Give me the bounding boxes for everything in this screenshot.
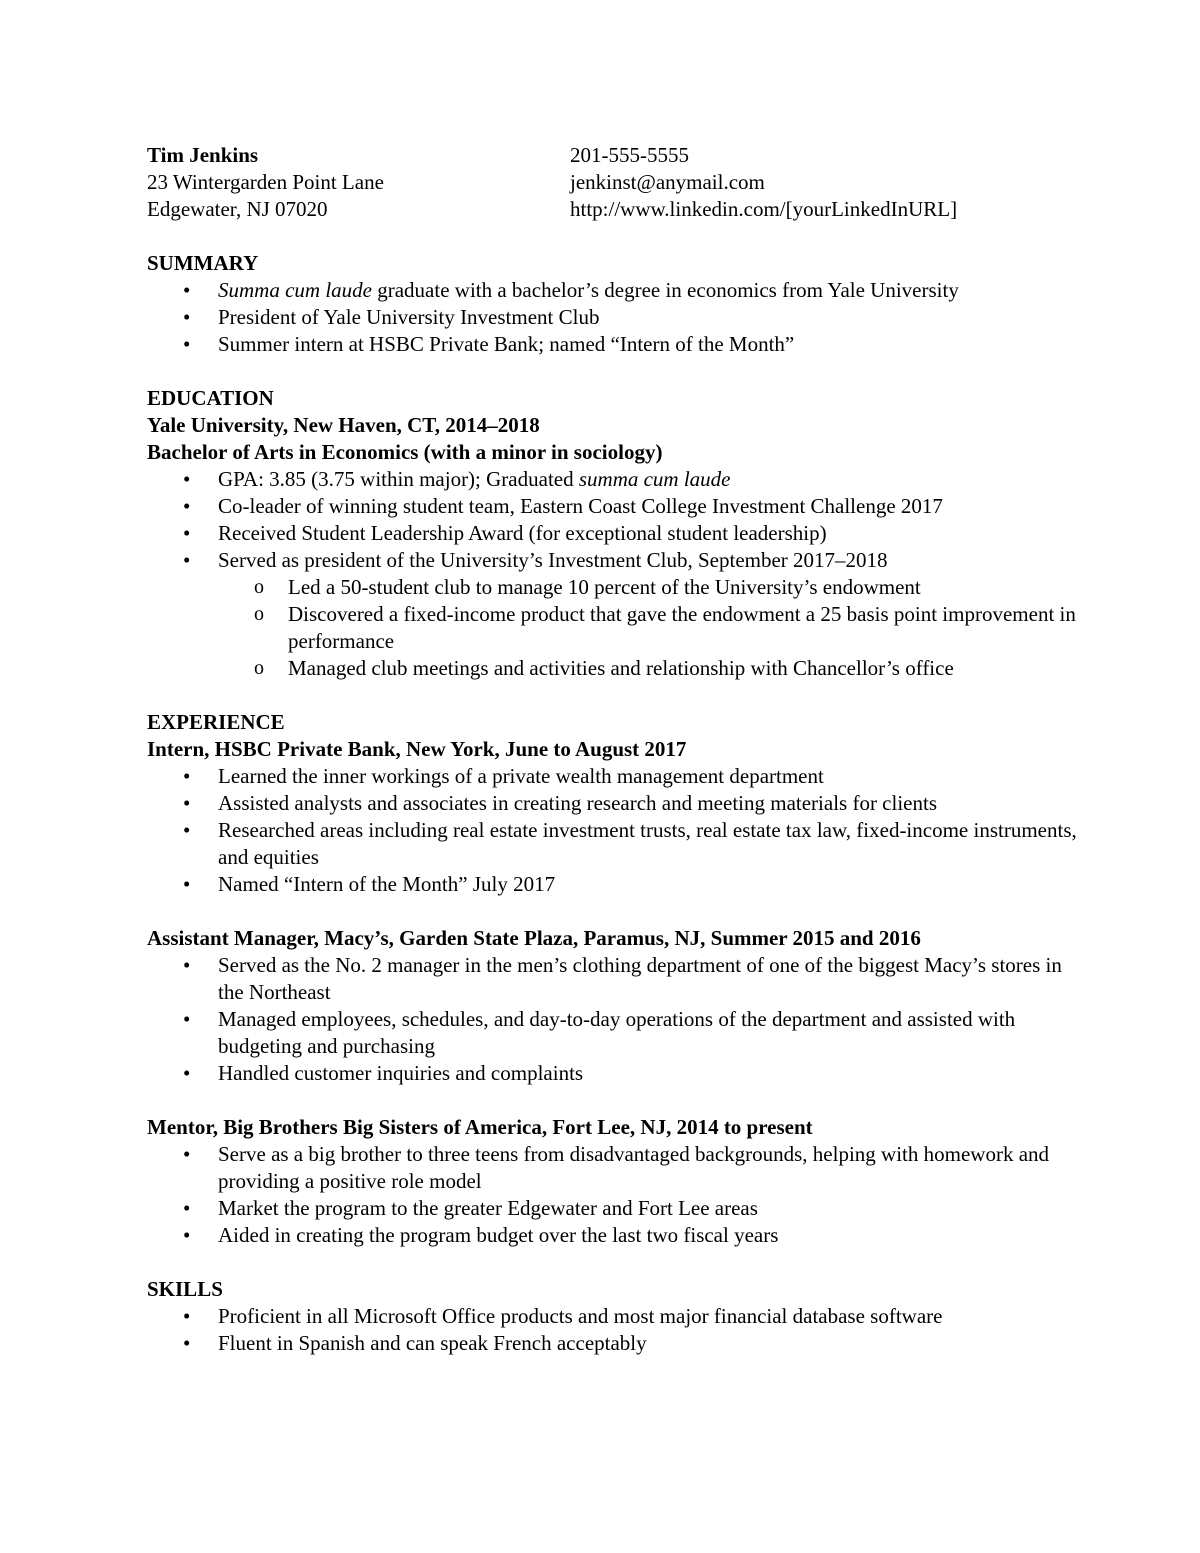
list-item bbox=[147, 952, 1077, 1006]
summary-item-3: Summer intern at HSBC Private Bank; named “Intern of the Month” bbox=[218, 332, 795, 356]
job-item: Handled customer inquiries and complaints bbox=[218, 1061, 584, 1085]
bullet-icon: • bbox=[183, 494, 191, 518]
job-item: Served as the No. 2 manager in the men’s clothing department of one of the biggest Macy’s stores in the Northeast bbox=[218, 953, 1062, 1004]
summary-heading: SUMMARY bbox=[147, 251, 259, 275]
list-item bbox=[147, 1330, 1077, 1357]
bullet-icon: • bbox=[183, 953, 191, 977]
skills-list bbox=[147, 1303, 1077, 1357]
address-line-2: Edgewater, NJ 07020 bbox=[147, 197, 328, 221]
list-item bbox=[147, 493, 1077, 520]
list-item bbox=[147, 1222, 1077, 1249]
name: Tim Jenkins bbox=[147, 143, 259, 167]
degree-line: Bachelor of Arts in Economics (with a minor in sociology) bbox=[147, 440, 663, 464]
education-heading: EDUCATION bbox=[147, 386, 274, 410]
job-item: Assisted analysts and associates in creating research and meeting materials for clients bbox=[218, 791, 938, 815]
job-item: Market the program to the greater Edgewater and Fort Lee areas bbox=[218, 1196, 758, 1220]
skills-heading: SKILLS bbox=[147, 1277, 223, 1301]
list-item bbox=[147, 871, 1077, 898]
job-item: Aided in creating the program budget over the last two fiscal years bbox=[218, 1223, 779, 1247]
list-item bbox=[147, 1195, 1077, 1222]
job-title: Assistant Manager, Macy’s, Garden State Plaza, Paramus, NJ, Summer 2015 and 2016 bbox=[147, 926, 921, 950]
list-item bbox=[147, 1141, 1077, 1195]
education-sub-2: Discovered a fixed-income product that gave the endowment a 25 basis point improvement in performance bbox=[288, 602, 1076, 653]
job-list bbox=[147, 763, 1077, 898]
summary-item-2: President of Yale University Investment Club bbox=[218, 305, 600, 329]
bullet-icon: • bbox=[183, 1142, 191, 1166]
list-item bbox=[147, 520, 1077, 547]
bullet-icon: • bbox=[183, 1007, 191, 1031]
bullet-icon: • bbox=[183, 548, 191, 572]
summary-item-1-text: graduate with a bachelor’s degree in economics from Yale University bbox=[371, 278, 959, 302]
contact-header bbox=[147, 142, 1077, 223]
bullet-icon: • bbox=[183, 467, 191, 491]
summary-list bbox=[147, 277, 1077, 358]
summary-item-1-italic: Summa cum laude bbox=[218, 278, 372, 302]
list-item bbox=[147, 1006, 1077, 1060]
gpa-text: GPA: 3.85 (3.75 within major); Graduated bbox=[218, 467, 579, 491]
bullet-icon: • bbox=[183, 1304, 191, 1328]
phone: 201-555-5555 bbox=[570, 143, 689, 167]
list-item bbox=[147, 547, 1077, 574]
school-line: Yale University, New Haven, CT, 2014–2018 bbox=[147, 413, 540, 437]
list-item bbox=[147, 277, 1077, 304]
circle-bullet-icon: o bbox=[254, 657, 264, 679]
skills-item-2: Fluent in Spanish and can speak French acceptably bbox=[218, 1331, 647, 1355]
job-item: Learned the inner workings of a private wealth management department bbox=[218, 764, 824, 788]
job-list bbox=[147, 952, 1077, 1087]
education-item-4: Served as president of the University’s Investment Club, September 2017–2018 bbox=[218, 548, 888, 572]
bullet-icon: • bbox=[183, 764, 191, 788]
list-item bbox=[147, 817, 1077, 871]
resume-body bbox=[147, 250, 1077, 1357]
job-item: Named “Intern of the Month” July 2017 bbox=[218, 872, 556, 896]
bullet-icon: • bbox=[183, 332, 191, 356]
job-item: Researched areas including real estate investment trusts, real estate tax law, fixed-income instruments, and equities bbox=[218, 818, 1077, 869]
job-list bbox=[147, 1141, 1077, 1249]
list-item bbox=[147, 790, 1077, 817]
gpa-italic: summa cum laude bbox=[578, 467, 731, 491]
list-item bbox=[147, 763, 1077, 790]
bullet-icon: • bbox=[183, 1331, 191, 1355]
list-item bbox=[147, 304, 1077, 331]
job-title: Mentor, Big Brothers Big Sisters of America, Fort Lee, NJ, 2014 to present bbox=[147, 1115, 813, 1139]
bullet-icon: • bbox=[183, 818, 191, 842]
bullet-icon: • bbox=[183, 278, 191, 302]
circle-bullet-icon: o bbox=[254, 576, 264, 598]
email: jenkinst@anymail.com bbox=[570, 170, 765, 194]
linkedin-url: http://www.linkedin.com/[yourLinkedInURL] bbox=[570, 197, 958, 221]
list-item bbox=[147, 601, 1077, 655]
bullet-icon: • bbox=[183, 791, 191, 815]
bullet-icon: • bbox=[183, 305, 191, 329]
job-item: Serve as a big brother to three teens from disadvantaged backgrounds, helping with homework and providing a positive role model bbox=[218, 1142, 1050, 1193]
list-item bbox=[147, 466, 1077, 493]
education-item-3: Received Student Leadership Award (for exceptional student leadership) bbox=[218, 521, 827, 545]
bullet-icon: • bbox=[183, 1196, 191, 1220]
bullet-icon: • bbox=[183, 521, 191, 545]
circle-bullet-icon: o bbox=[254, 603, 264, 625]
list-item bbox=[147, 1060, 1077, 1087]
skills-item-1: Proficient in all Microsoft Office products and most major financial database software bbox=[218, 1304, 943, 1328]
job-item: Managed employees, schedules, and day-to-day operations of the department and assisted with budgeting and purchasing bbox=[218, 1007, 1016, 1058]
address-line-1: 23 Wintergarden Point Lane bbox=[147, 170, 384, 194]
experience-heading: EXPERIENCE bbox=[147, 710, 285, 734]
bullet-icon: • bbox=[183, 872, 191, 896]
job-title: Intern, HSBC Private Bank, New York, June to August 2017 bbox=[147, 737, 687, 761]
bullet-icon: • bbox=[183, 1223, 191, 1247]
bullet-icon: • bbox=[183, 1061, 191, 1085]
list-item bbox=[147, 1303, 1077, 1330]
education-sub-3: Managed club meetings and activities and relationship with Chancellor’s office bbox=[288, 656, 954, 680]
education-list bbox=[147, 466, 1077, 682]
education-sub-1: Led a 50-student club to manage 10 percent of the University’s endowment bbox=[288, 575, 921, 599]
list-item bbox=[147, 331, 1077, 358]
list-item bbox=[147, 655, 1077, 682]
education-item-2: Co-leader of winning student team, Eastern Coast College Investment Challenge 2017 bbox=[218, 494, 943, 518]
list-item bbox=[147, 574, 1077, 601]
